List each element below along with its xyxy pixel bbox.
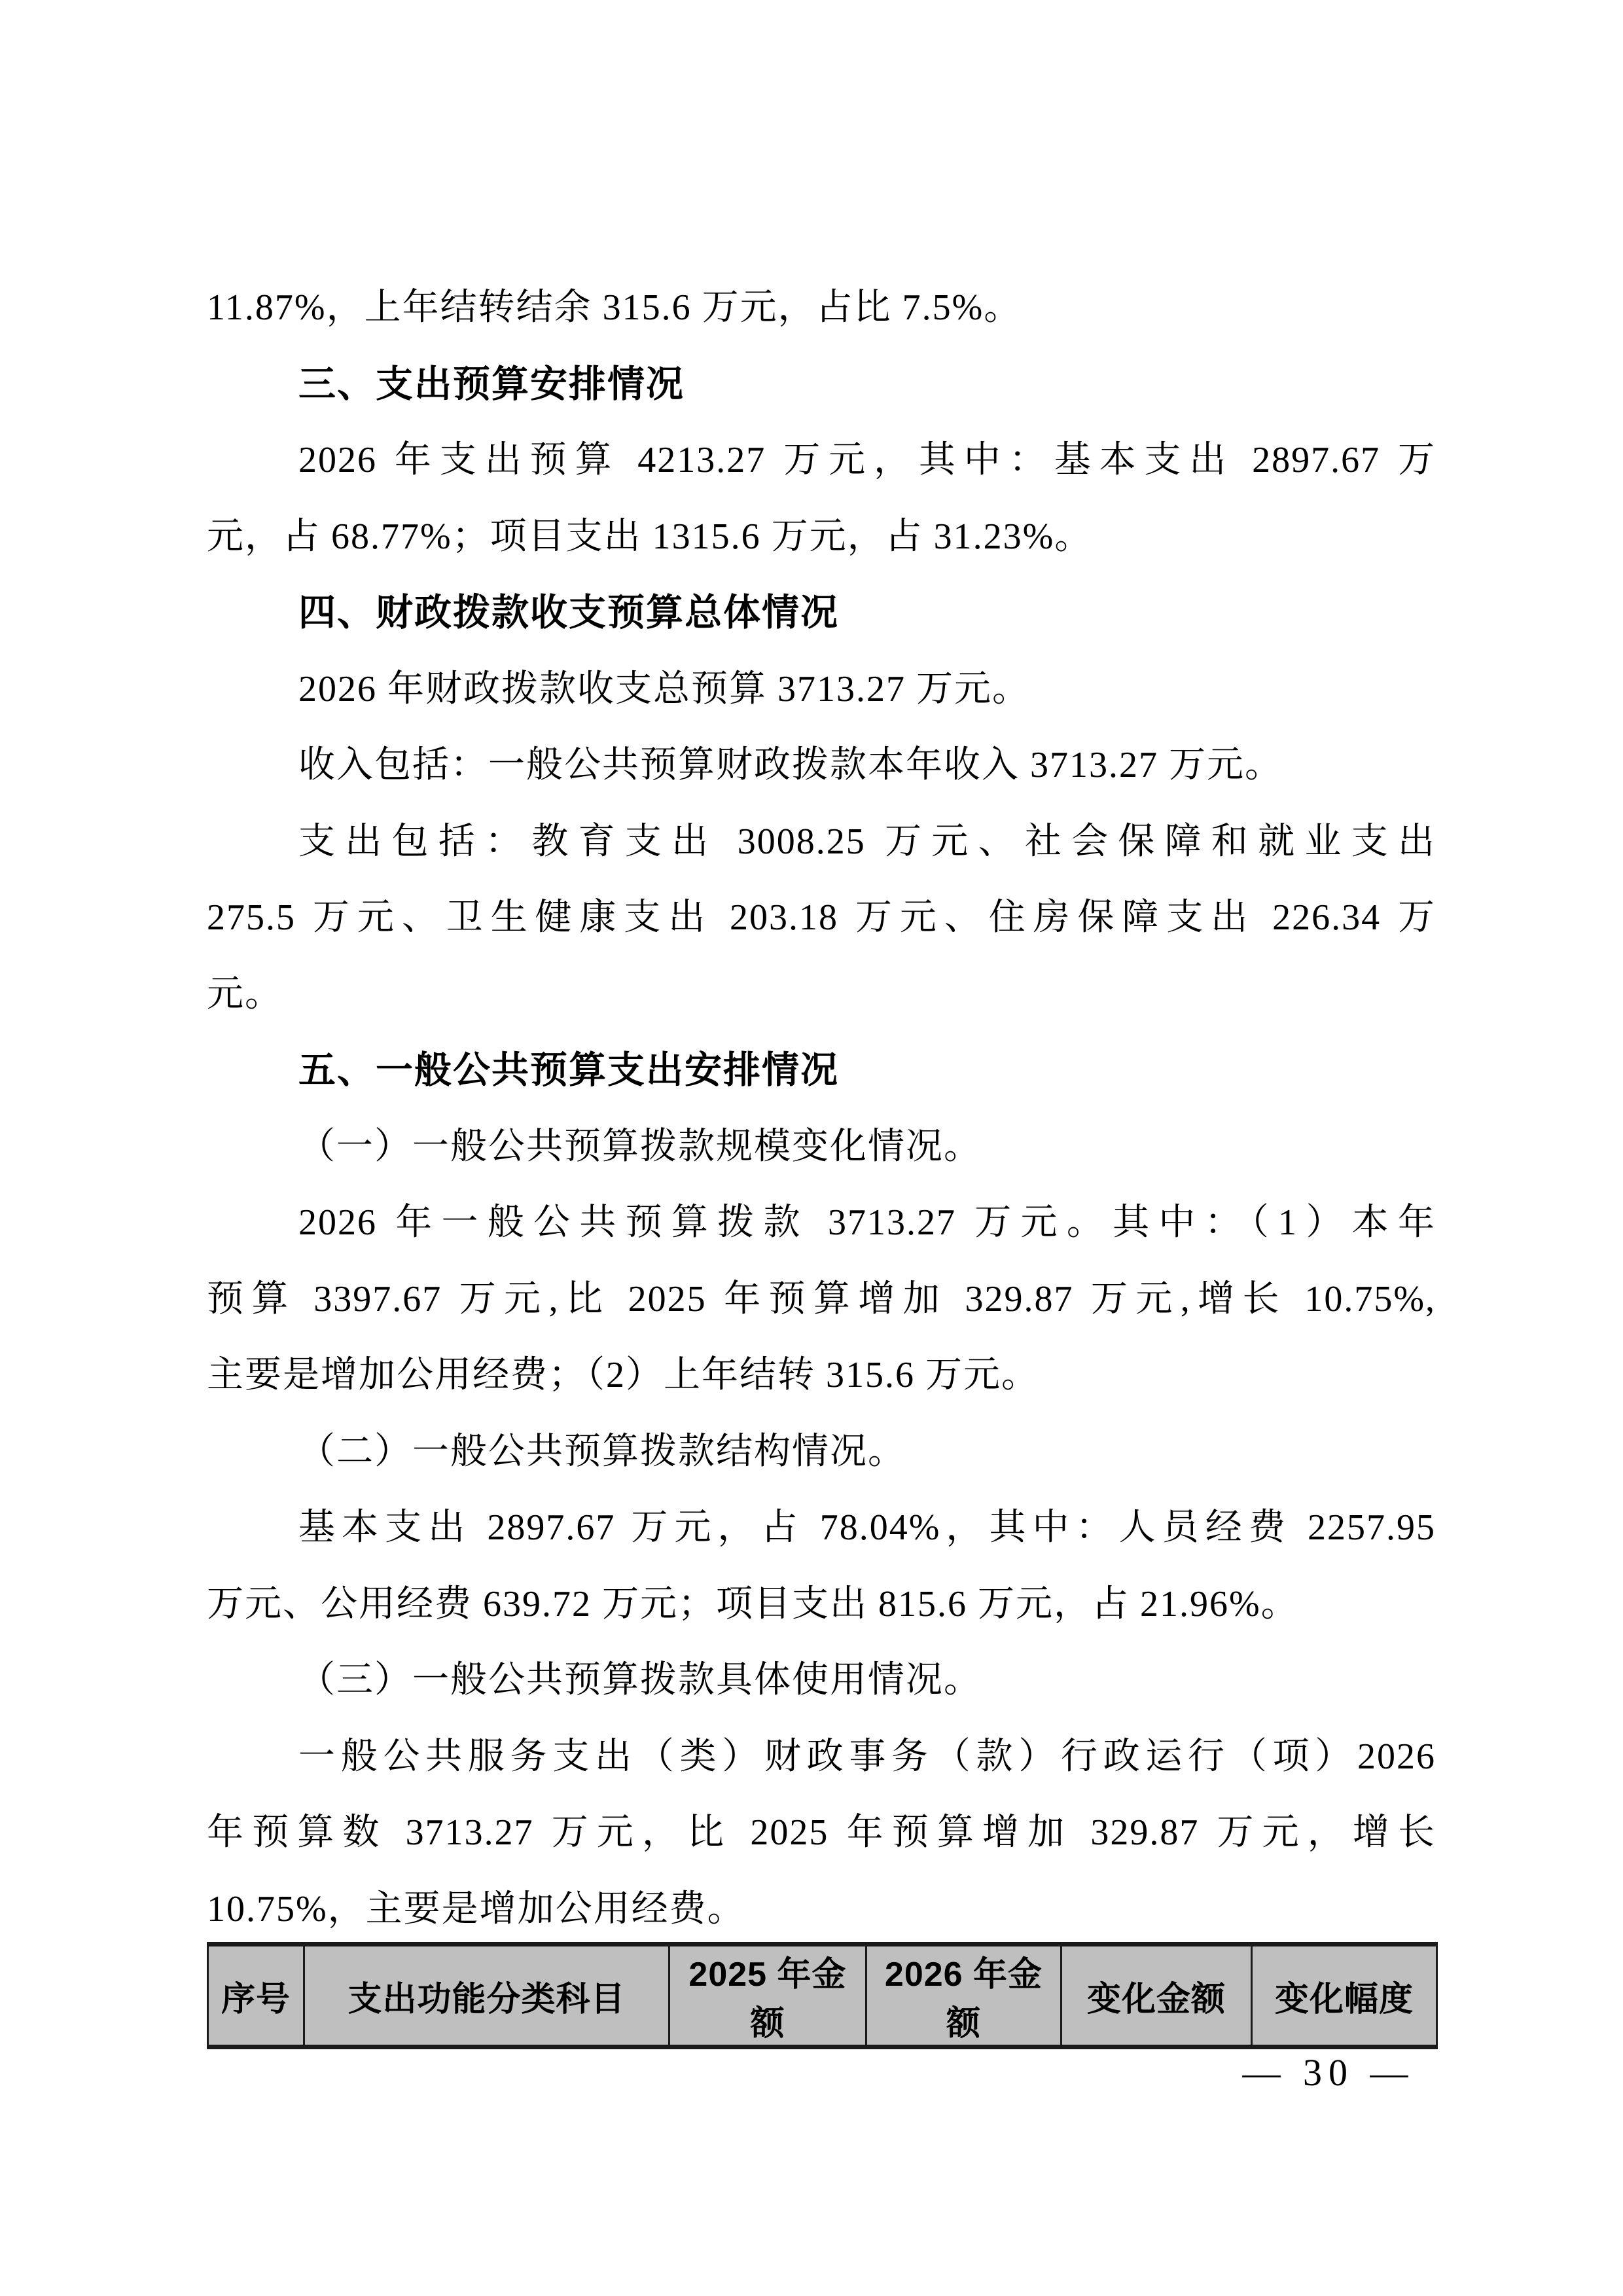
table-header-cell: 变化幅度 [1252,1945,1437,2047]
body-line: 元。 [207,973,283,1014]
table-header-cell: 变化金额 [1061,1945,1252,2047]
body-line: 275.5 万元、卫生健康支出 203.18 万元、住房保障支出 226.34 万 [207,897,1436,938]
section-heading: 四、财政拨款收支预算总体情况 [298,592,839,634]
body-line: 支出包括：教育支出 3008.25 万元、社会保障和就业支出 [298,821,1436,862]
expenditure-table [207,1942,1438,2049]
body-line: 主要是增加公用经费；（2）上年结转 315.6 万元。 [207,1355,1039,1395]
table-header-cell: 支出功能分类科目 [304,1945,669,2047]
body-line: （三）一般公共预算拨款具体使用情况。 [298,1660,982,1700]
body-line: 万元、公用经费 639.72 万元；项目支出 815.6 万元，占 21.96%。 [207,1583,1299,1624]
page-number: — 30 — [1242,2051,1415,2094]
body-line: 10.75%，主要是增加公用经费。 [207,1888,745,1929]
body-line: 元，占 68.77%；项目支出 1315.6 万元，占 31.23%。 [207,516,1093,557]
body-line: 一般公共服务支出（类）财政事务（款）行政运行（项）2026 [298,1736,1436,1777]
table-header-cell: 2025 年金额 [669,1945,866,2047]
body-line: 收入包括：一般公共预算财政拨款本年收入 3713.27 万元。 [298,745,1283,785]
body-lines [207,270,1436,1947]
table-header-row [208,1945,1437,2047]
body-line: 2026 年一般公共预算拨款 3713.27 万元。其中：（1）本年 [298,1202,1436,1243]
table-header-cell: 2026 年金额 [866,1945,1061,2047]
body-line: 2026 年财政拨款收支总预算 3713.27 万元。 [298,668,1030,709]
body-line: 预算 3397.67 万元,比 2025 年预算增加 329.87 万元,增长 10.75%, [207,1278,1436,1319]
body-line: 基本支出 2897.67 万元，占 78.04%，其中：人员经费 2257.95 [298,1507,1436,1548]
body-line: 11.87%，上年结转结余 315.6 万元，占比 7.5%。 [207,287,1022,328]
body-line: 2026 年支出预算 4213.27 万元，其中：基本支出 2897.67 万 [298,440,1436,480]
body-line: （一）一般公共预算拨款规模变化情况。 [298,1126,982,1167]
section-heading: 三、支出预算安排情况 [298,363,685,405]
body-line: （二）一般公共预算拨款结构情况。 [298,1431,906,1472]
body-line: 年预算数 3713.27 万元，比 2025 年预算增加 329.87 万元，增长 [207,1812,1436,1853]
table-header-cell: 序号 [221,1980,291,2018]
section-heading: 五、一般公共预算支出安排情况 [298,1049,839,1091]
